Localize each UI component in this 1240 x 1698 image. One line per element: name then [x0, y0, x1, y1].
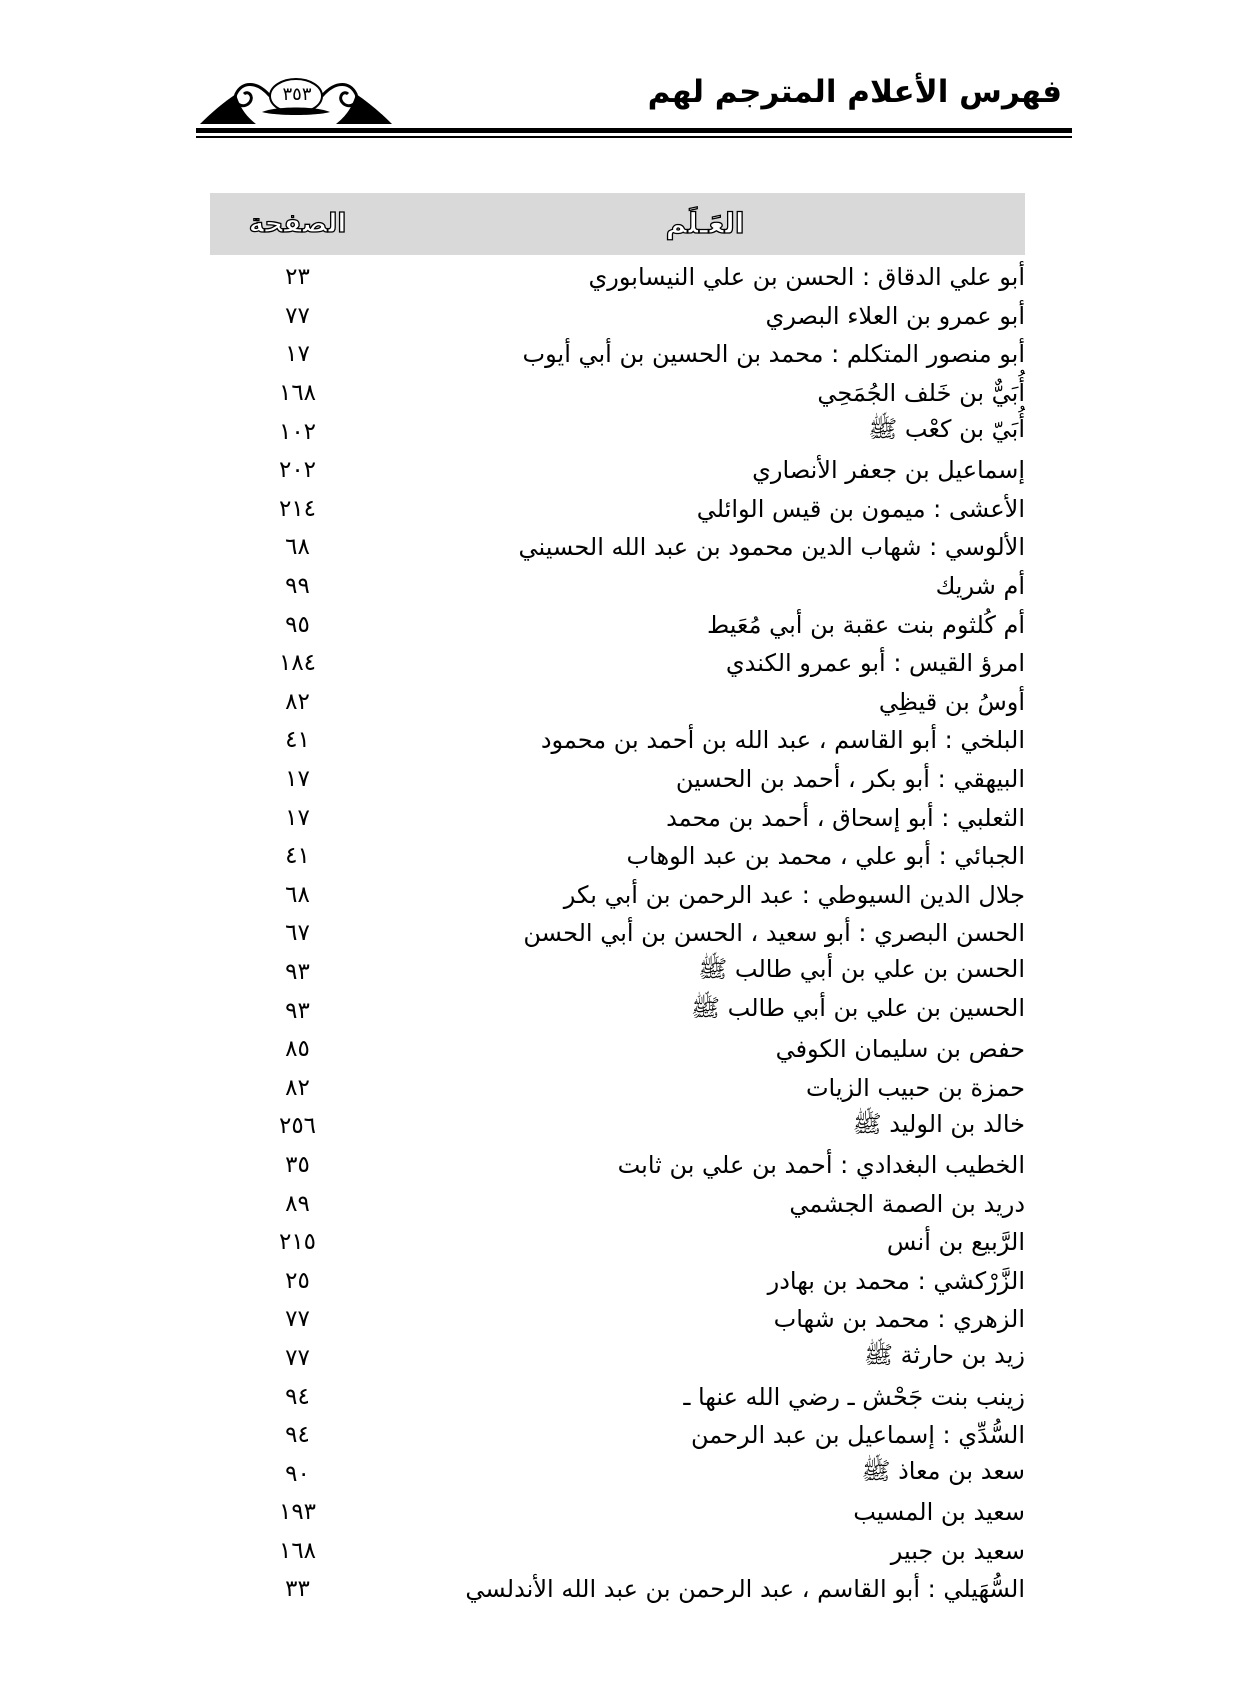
column-header-name: العَـلَم: [665, 207, 745, 240]
entry-name: الحسين بن علي بن أبي طالب ﷺ: [691, 994, 1025, 1023]
entry-page: ٨٩: [285, 1190, 310, 1217]
table-row: [210, 1493, 1025, 1532]
table-row: [210, 374, 1025, 413]
page-number: ٣٥٣: [282, 84, 312, 105]
table-body: [210, 255, 1025, 1609]
entry-page: ٣٥: [285, 1151, 310, 1178]
table-row: [210, 1184, 1025, 1223]
entry-page: ٧٧: [285, 1306, 310, 1333]
page-title: فهرس الأعلام المترجم لهم: [647, 74, 1062, 110]
entry-name: سعد بن معاذ ﷺ: [861, 1457, 1025, 1486]
table-row: [210, 1570, 1025, 1609]
entry-page: ٦٧: [285, 920, 310, 947]
table-row: [210, 644, 1025, 683]
entry-name: أبو منصور المتكلم : محمد بن الحسين بن أبي أيوب: [522, 340, 1025, 369]
entry-page: ١٩٣: [278, 1499, 317, 1526]
entry-name: أُبَيٌّ بن خَلف الجُمَحِي: [817, 379, 1025, 408]
entry-page: ٢١٤: [278, 495, 317, 522]
entry-page: ١٧: [285, 766, 310, 793]
entry-name: الزهري : محمد بن شهاب: [773, 1305, 1025, 1334]
entry-name: أبو عمرو بن العلاء البصري: [765, 301, 1025, 330]
entry-name: الأعشى : ميمون بن قيس الوائلي: [696, 494, 1025, 523]
table-row: [210, 1068, 1025, 1107]
entry-page: ٨٢: [285, 688, 310, 715]
entry-page: ٧٧: [285, 1344, 310, 1371]
table-row: [210, 1454, 1025, 1493]
entry-name: امرؤ القيس : أبو عمرو الكندي: [725, 649, 1025, 678]
entry-page: ١٦٨: [278, 1537, 317, 1564]
entry-page: ٩٣: [285, 958, 310, 985]
table-row: [210, 1532, 1025, 1571]
table-row: [210, 451, 1025, 490]
entry-page: ٩٣: [285, 997, 310, 1024]
entry-name: البلخي : أبو القاسم ، عبد الله بن أحمد بن محمود: [540, 726, 1025, 755]
entry-page: ٢٥٦: [278, 1113, 317, 1140]
entry-page: ٦٨: [285, 534, 310, 561]
entry-page: ٤١: [285, 727, 310, 754]
entry-name: خالد بن الوليد ﷺ: [852, 1109, 1025, 1138]
entry-page: ٢٣: [285, 264, 310, 291]
entry-name: الزَّرْكشي : محمد بن بهادر: [767, 1266, 1025, 1295]
entry-page: ١٧: [285, 804, 310, 831]
entry-page: ٣٣: [285, 1576, 310, 1603]
entry-name: أبو علي الدقاق : الحسن بن علي النيسابوري: [588, 263, 1025, 292]
table-row: [210, 297, 1025, 336]
entry-page: ٦٨: [285, 881, 310, 908]
entry-page: ٩٤: [285, 1383, 310, 1410]
table-row: [210, 1300, 1025, 1339]
entry-name: الجبائي : أبو علي ، محمد بن عبد الوهاب: [626, 842, 1025, 871]
table-row: [210, 1107, 1025, 1146]
entry-page: ٨٥: [285, 1036, 310, 1063]
table-row: [210, 412, 1025, 451]
entry-page: ٩٠: [285, 1460, 310, 1487]
table-row: [210, 1339, 1025, 1378]
table-row: [210, 490, 1025, 529]
entry-page: ٩٤: [285, 1422, 310, 1449]
table-row: [210, 683, 1025, 722]
entry-page: ٤١: [285, 843, 310, 870]
entry-name: سعيد بن جبير: [890, 1536, 1025, 1565]
column-header-page: الصفحة: [248, 209, 347, 239]
table-row: [210, 721, 1025, 760]
entry-name: جلال الدين السيوطي : عبد الرحمن بن أبي بكر: [563, 880, 1025, 909]
entry-name: حفص بن سليمان الكوفي: [775, 1035, 1025, 1064]
entry-name: أم كُلثوم بنت عقبة بن أبي مُعَيط: [707, 610, 1025, 639]
entry-name: السُّهَيلي : أبو القاسم ، عبد الرحمن بن عبد الله الأندلسي: [465, 1575, 1025, 1604]
table-row: [210, 1377, 1025, 1416]
entry-name: زينب بنت جَحْش ـ رضي الله عنها ـ: [683, 1382, 1025, 1411]
entry-name: الحسن بن علي بن أبي طالب ﷺ: [698, 955, 1025, 984]
entry-page: ١٦٨: [278, 380, 317, 407]
table-row: [210, 605, 1025, 644]
entry-name: أوسُ بن قيظِي: [878, 687, 1025, 716]
entry-page: ٢١٥: [278, 1229, 317, 1256]
entry-name: سعيد بن المسيب: [853, 1498, 1025, 1527]
entry-page: ٢٥: [285, 1267, 310, 1294]
entry-page: ٢٠٢: [278, 457, 317, 484]
entry-name: إسماعيل بن جعفر الأنصاري: [752, 456, 1025, 485]
index-table: [210, 193, 1025, 1609]
table-row: [210, 876, 1025, 915]
table-row: [210, 1030, 1025, 1069]
table-row: [210, 798, 1025, 837]
entry-name: الرَّبيع بن أنس: [886, 1228, 1025, 1257]
table-row: [210, 953, 1025, 992]
entry-name: أم شريك: [935, 572, 1025, 601]
entry-name: الثعلبي : أبو إسحاق ، أحمد بن محمد: [666, 803, 1025, 832]
entry-name: الحسن البصري : أبو سعيد ، الحسن بن أبي الحسن: [523, 919, 1025, 948]
entry-page: ١٧: [285, 341, 310, 368]
entry-page: ٩٩: [285, 573, 310, 600]
entry-name: زيد بن حارثة ﷺ: [864, 1341, 1025, 1370]
table-row: [210, 837, 1025, 876]
header-rule-thin: [196, 136, 1072, 138]
table-row: [210, 1261, 1025, 1300]
entry-name: الخطيب البغدادي : أحمد بن علي بن ثابت: [617, 1150, 1025, 1179]
table-row: [210, 1146, 1025, 1185]
entry-name: حمزة بن حبيب الزيات: [805, 1073, 1025, 1102]
table-row: [210, 914, 1025, 953]
entry-page: ٧٧: [285, 302, 310, 329]
entry-name: السُّدِّي : إسماعيل بن عبد الرحمن: [690, 1421, 1025, 1450]
entry-name: الألوسي : شهاب الدين محمود بن عبد الله الحسيني: [518, 533, 1025, 562]
table-row: [210, 1223, 1025, 1262]
entry-name: البيهقي : أبو بكر ، أحمد بن الحسين: [675, 765, 1025, 794]
table-row: [210, 335, 1025, 374]
entry-page: ١٨٤: [278, 650, 317, 677]
entry-page: ٩٥: [285, 611, 310, 638]
table-row: [210, 528, 1025, 567]
entry-page: ٨٢: [285, 1074, 310, 1101]
table-row: [210, 567, 1025, 606]
table-row: [210, 1416, 1025, 1455]
table-header: [210, 193, 1025, 255]
entry-name: دريد بن الصمة الجشمي: [789, 1189, 1025, 1218]
entry-page: ١٠٢: [278, 418, 317, 445]
table-row: [210, 760, 1025, 799]
entry-name: أُبَيّ بن كعْب ﷺ: [868, 415, 1025, 444]
header-rule-thick: [196, 128, 1072, 133]
table-row: [210, 991, 1025, 1030]
table-row: [210, 258, 1025, 297]
